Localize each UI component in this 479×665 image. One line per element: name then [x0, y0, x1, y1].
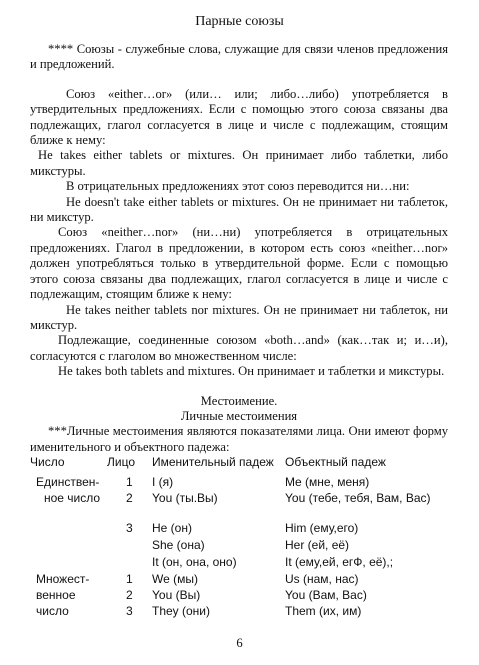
table-row-person: 2: [126, 588, 133, 602]
header-person: Лицо: [107, 455, 135, 469]
table-row-person: 3: [126, 604, 133, 618]
table-row-nominative: We (мы): [152, 572, 198, 586]
table-row-nominative: It (он, она, оно): [152, 555, 237, 569]
paragraph-definition: **** Союзы - служебные слова, служащие для связи членов предложения и предложений.: [30, 42, 448, 72]
body-text: [30, 42, 448, 455]
table-row-objective: It (ему,ей, егФ, её),;: [285, 555, 394, 569]
table-row-nominative: I (я): [152, 475, 174, 489]
example-negative: He doesn't take either tablets or mixtures. Он не принимает ни таблеток, ни микстур.: [30, 194, 448, 225]
table-row-objective: You (тебе, тебя, Вам, Вас): [285, 491, 431, 505]
table-row-objective: Us (нам, нас): [285, 572, 359, 586]
table-row-objective: You (Вам, Вас): [285, 588, 367, 602]
paragraph-either-or: Союз «either…or» (или… или; либо…либо) употребляется в утвердительных предложениях. Если с помощью этого союза связаны два подлежащих, глагол согласуется в лице и числе с подлежащим, стоящим ближе к нему:: [30, 86, 448, 148]
header-objective: Объектный падеж: [285, 455, 386, 469]
group-singular-line2: ное число: [44, 491, 101, 505]
table-row-person: 1: [126, 475, 133, 489]
header-nominative: Именительный падеж: [152, 455, 274, 469]
header-number: Число: [30, 455, 65, 469]
table-row-person: 1: [126, 572, 133, 586]
page-number: 6: [236, 636, 243, 650]
table-row-objective: Her (ей, её): [285, 538, 350, 552]
table-row-person: 2: [126, 491, 133, 505]
table-row-nominative: You (ты.Вы): [152, 491, 218, 505]
table-row-person: 3: [126, 521, 133, 535]
table-row-objective: Me (мне, меня): [285, 475, 370, 489]
group-plural-line3: число: [36, 604, 69, 618]
section-title: Местоимение.: [200, 393, 278, 408]
example-either-or: He takes either tablets or mixtures. Он принимает либо таблетки, либо микстуры.: [30, 148, 448, 178]
section-intro: ***Личные местоимения являются показателями лица. Они имеют форму именительного и объектного падежа:: [30, 424, 448, 454]
group-plural-line2: венное: [36, 588, 76, 602]
table-row-objective: Him (ему,его): [285, 521, 359, 535]
table-row-nominative: He (он): [152, 521, 192, 535]
paragraph-neither-nor: Союз «neither…nor» (ни…ни) употребляется в отрицательных предложениях. Глагол в предложении, в котором есть союз «neither…nor» должен употребляться только в утвердительной форме. Если с помощью этого союза связаны два подлежащих, глагол согласуется в лице и числе с подлежащим, стоящим ближе к нему:: [30, 225, 448, 302]
table-row-nominative: They (они): [152, 604, 211, 618]
group-singular-line1: Единствен-: [36, 475, 100, 489]
example-neither-nor: He takes neither tablets nor mixtures. Он не принимает ни таблеток, ни микстур.: [30, 302, 448, 332]
table-row-nominative: You (Вы): [152, 588, 201, 602]
paragraph-negative: В отрицательных предложениях этот союз переводится ни…ни:: [66, 179, 410, 194]
table-row-nominative: She (она): [152, 538, 205, 552]
table-row-objective: Them (их, им): [285, 604, 362, 618]
section-subtitle: Личные местоимения: [180, 408, 298, 423]
paragraph-both-and: Подлежащие, соединенные союзом «both…and» (как…так и; и…и), согласуются с глаголом во множественном числе:: [30, 333, 448, 363]
example-both-and: He takes both tablets and mixtures. Он принимает и таблетки и микстуры.: [58, 364, 445, 379]
page-heading: Парные союзы: [195, 14, 284, 29]
group-plural-line1: Множест-: [36, 572, 90, 586]
